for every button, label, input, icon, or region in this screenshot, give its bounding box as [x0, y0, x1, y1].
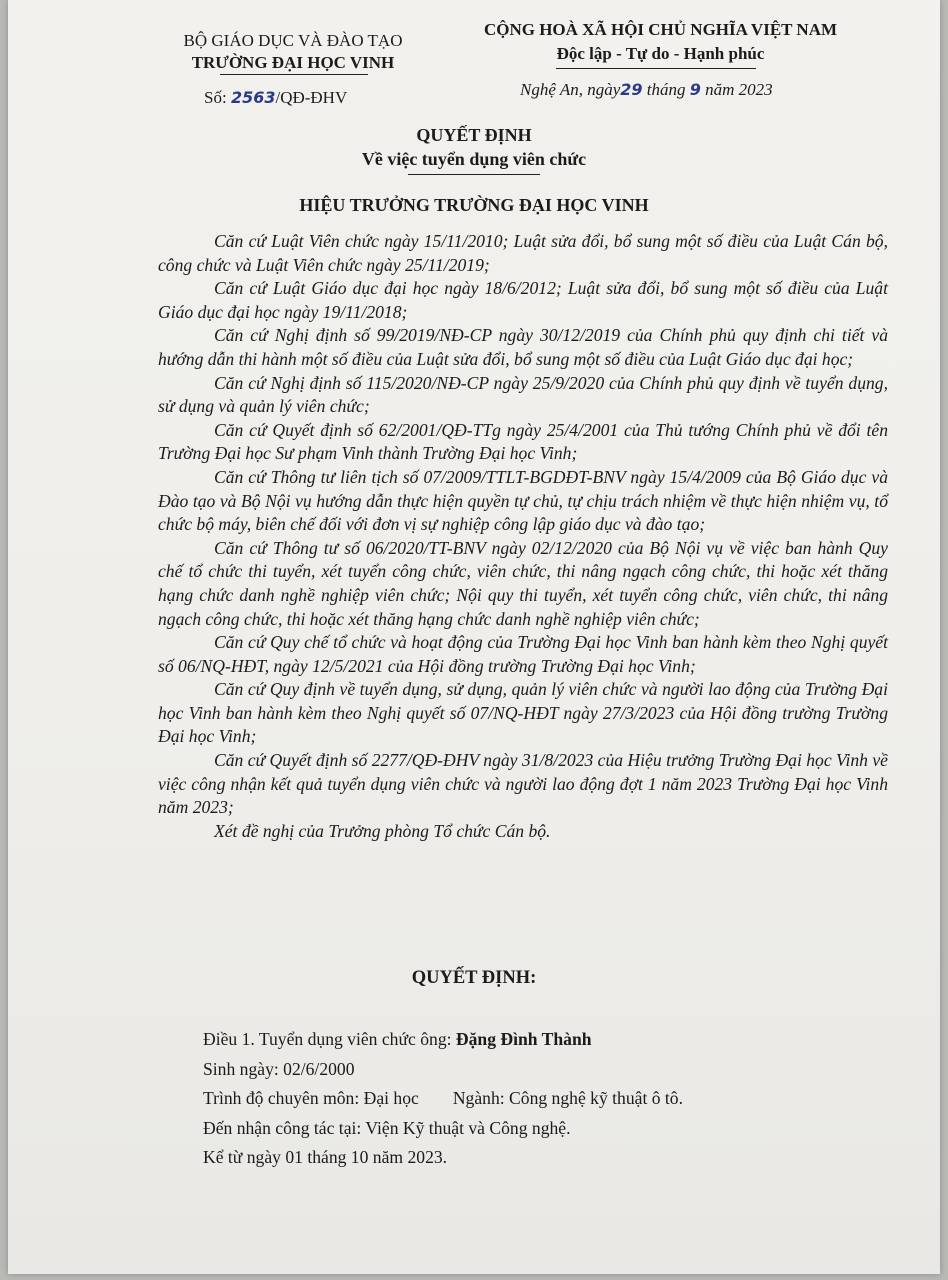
- workplace: Đến nhận công tác tại: Viện Kỹ thuật và Công nghệ.: [203, 1117, 571, 1138]
- nation-block: [463, 18, 858, 66]
- birth-date: Sinh ngày: 02/6/2000: [203, 1058, 355, 1079]
- ground-paragraph: Căn cứ Quy chế tổ chức và hoạt động của Trường Đại học Vinh ban hành kèm theo Nghị quyết số 06/NQ-HĐT, ngày 12/5/2021 của Hội đồng trường Trường Đại học Vinh;: [158, 632, 888, 676]
- effective-date: Kể từ ngày 01 tháng 10 năm 2023.: [203, 1147, 448, 1167]
- ministry-name: BỘ GIÁO DỤC VÀ ĐÀO TẠO: [183, 31, 403, 50]
- decision-subject: Về việc tuyển dụng viên chức: [361, 149, 587, 169]
- ground-paragraph: Xét đề nghị của Trưởng phòng Tổ chức Cán bộ.: [214, 820, 551, 841]
- article-1: [203, 1025, 683, 1173]
- motto: Độc lập - Tự do - Hạnh phúc: [556, 44, 765, 63]
- handwritten-number: 2563: [230, 88, 276, 107]
- place-date: Nghệ An, ngày29 tháng 9 năm 2023: [520, 80, 773, 99]
- ground-paragraph: Căn cứ Luật Viên chức ngày 15/11/2010; Luật sửa đổi, bổ sung một số điều của Luật Cán bộ, công chức và Luật Viên chức ngày 25/11/2019;: [158, 231, 888, 275]
- subject-underline: [408, 174, 540, 175]
- ground-paragraph: Căn cứ Nghị định số 99/2019/NĐ-CP ngày 30/12/2019 của Chính phủ quy định chi tiết và hướng dẫn thi hành một số điều của Luật sửa đổi, bổ sung một số điều của Luật Giáo dục đại học;: [158, 325, 888, 369]
- issuer-underline: [220, 74, 368, 75]
- issuer-block: [168, 30, 418, 74]
- decision-title: QUYẾT ĐỊNH: [416, 125, 532, 145]
- ground-paragraph: Căn cứ Luật Giáo dục đại học ngày 18/6/2012; Luật sửa đổi, bổ sung một số điều của Luật Giáo dục đại học ngày 19/11/2018;: [158, 278, 888, 322]
- ground-paragraph: Căn cứ Quy định về tuyển dụng, sử dụng, quản lý viên chức và người lao động của Trường Đại học Vinh ban hành kèm theo Nghị quyết số 07/NQ-HĐT ngày 27/3/2023 của Hội đồng trường Trường Đại học Vinh;: [158, 679, 888, 747]
- legal-grounds: [158, 230, 888, 843]
- ground-paragraph: Căn cứ Quyết định số 2277/QĐ-ĐHV ngày 31/8/2023 của Hiệu trưởng Trường Đại học Vinh về việc công nhận kết quả tuyển dụng viên chức và người lao động đợt 1 năm 2023 Trường Đại học Vinh năm 2023;: [158, 750, 888, 818]
- ground-paragraph: Căn cứ Thông tư số 06/2020/TT-BNV ngày 02/12/2020 của Bộ Nội vụ về việc ban hành Quy chế tổ chức thi tuyển, xét tuyển công chức, viên chức, thi nâng ngạch công chức, thi hoặc xét thăng hạng chức danh nghề nghiệp viên chức; Nội quy thi tuyển, xét tuyển công chức, viên chức, thi nâng ngạch công chức, thi hoặc xét thăng hạng chức danh nghề nghiệp viên chức;: [158, 537, 888, 629]
- motto-underline: [556, 68, 756, 69]
- document-number: Số: 2563/QĐ-ĐHV: [204, 88, 348, 107]
- ground-paragraph: Căn cứ Quyết định số 62/2001/QĐ-TTg ngày 25/4/2001 của Thủ tướng Chính phủ về đổi tên Trường Đại học Sư phạm Vinh thành Trường Đại học Vinh;: [158, 419, 888, 464]
- qualification: Trình độ chuyên môn: Đại học: [203, 1088, 419, 1108]
- document-page: [8, 0, 940, 1274]
- authority-title: HIỆU TRƯỞNG TRƯỜNG ĐẠI HỌC VINH: [299, 195, 649, 215]
- handwritten-day: 29: [620, 80, 643, 99]
- handwritten-month: 9: [689, 80, 701, 99]
- major: Ngành: Công nghệ kỹ thuật ô tô.: [452, 1088, 684, 1108]
- university-name: TRƯỜNG ĐẠI HỌC VINH: [191, 53, 395, 72]
- ground-paragraph: Căn cứ Nghị định số 115/2020/NĐ-CP ngày 25/9/2020 của Chính phủ quy định về tuyển dụng, sử dụng và quản lý viên chức;: [158, 372, 888, 417]
- decision-heading: QUYẾT ĐỊNH:: [411, 968, 537, 988]
- article-intro: Điều 1. Tuyển dụng viên chức ông:: [203, 1029, 456, 1049]
- nation-name: CỘNG HOÀ XÃ HỘI CHỦ NGHĨA VIỆT NAM: [483, 20, 838, 39]
- employee-name: Đặng Đình Thành: [455, 1029, 592, 1049]
- ground-paragraph: Căn cứ Thông tư liên tịch số 07/2009/TTLT-BGDĐT-BNV ngày 15/4/2009 của Bộ Giáo dục và Đào tạo và Bộ Nội vụ hướng dẫn thực hiện quyền tự chủ, tự chịu trách nhiệm về thực hiện nhiệm vụ, tổ chức bộ máy, biên chế đối với đơn vị sự nghiệp công lập giáo dục và đào tạo;: [158, 466, 888, 535]
